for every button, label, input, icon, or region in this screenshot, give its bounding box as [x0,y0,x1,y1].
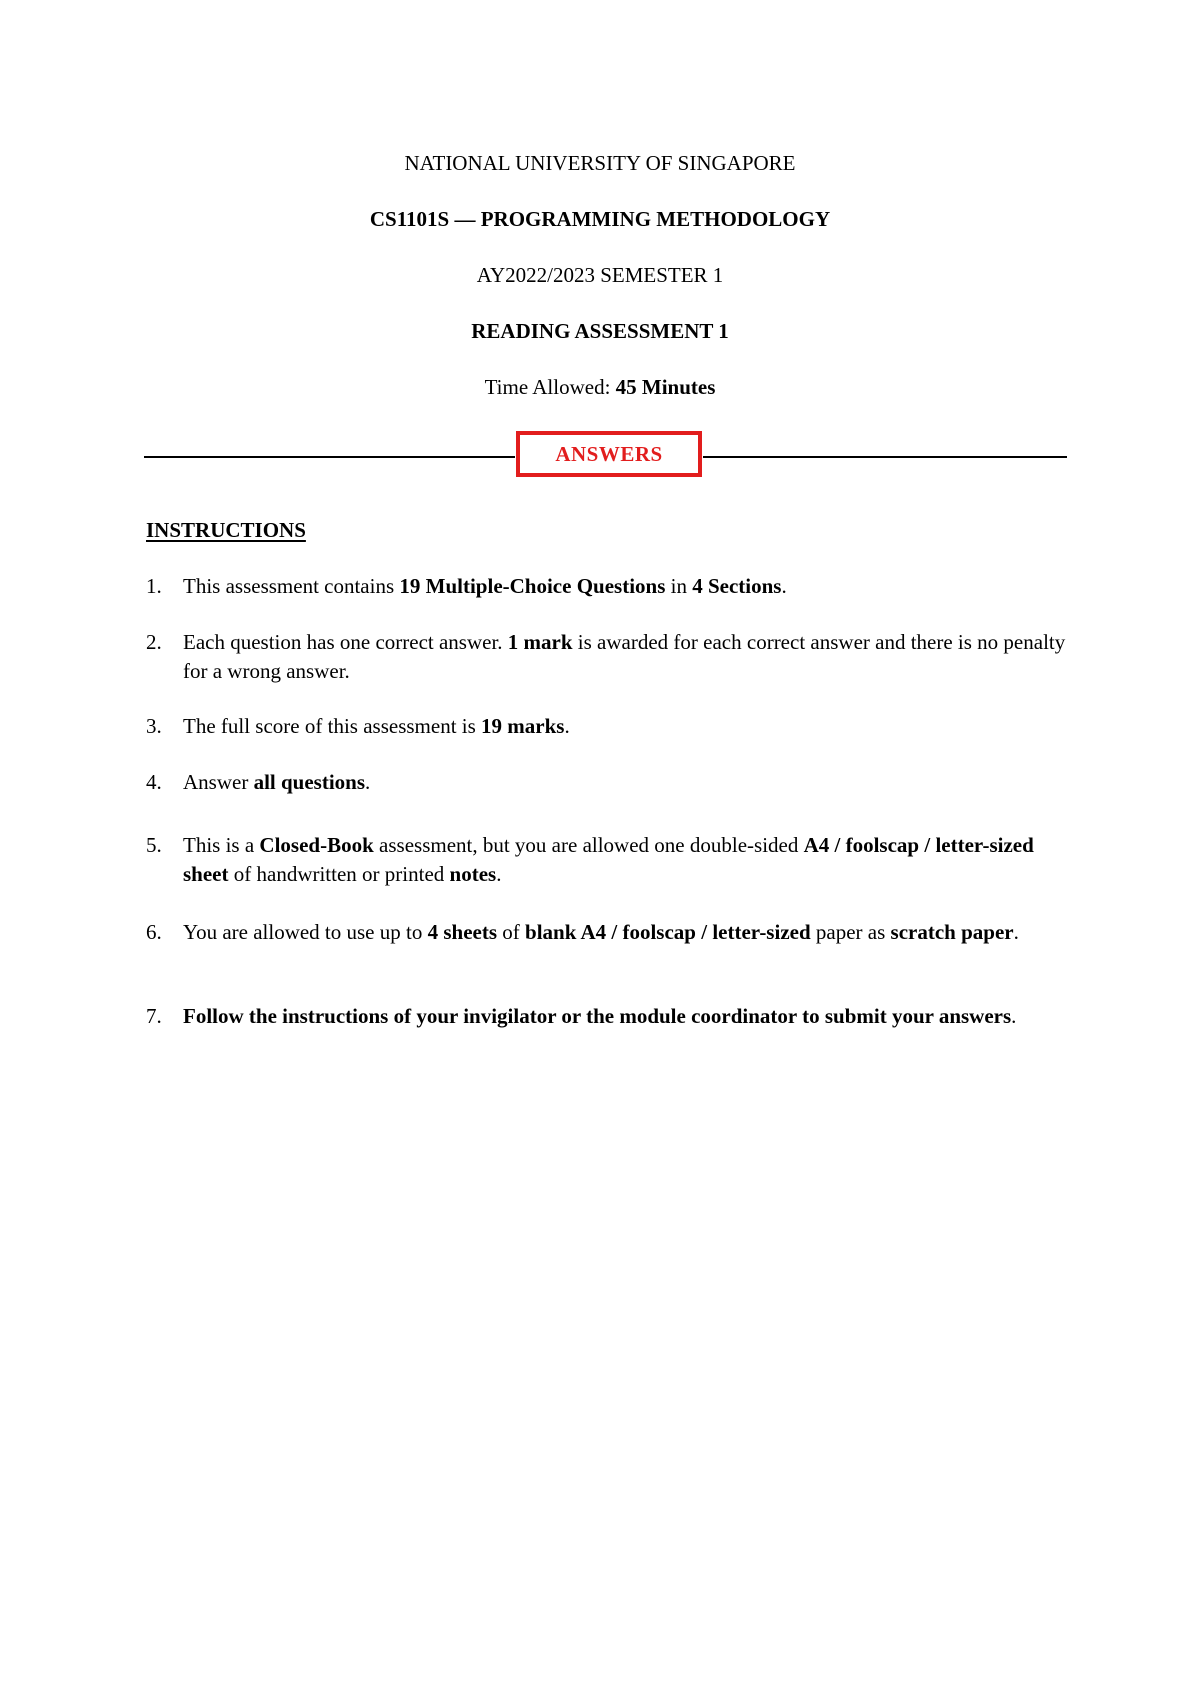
instruction-run: is awarded for each correct answer and there is no penalty for a wrong answer. [183,630,1066,683]
instruction-run: assessment, but you are allowed one double-sided [373,833,804,857]
instruction-run: . [781,574,787,598]
instruction-text [183,1002,1070,1031]
instruction-run: paper as [810,920,891,944]
instruction-emphasis: scratch paper [890,920,1014,944]
instruction-run: This is a [183,833,260,857]
assessment-title: READING ASSESSMENT 1 [471,319,729,343]
instructions-heading: INSTRUCTIONS [146,518,306,542]
instruction-number: 1. [146,574,162,598]
instruction-item [146,712,1070,741]
instruction-run: The full score of this assessment is [183,714,482,738]
instruction-number: 4. [146,770,162,794]
time-allowed-value: 45 Minutes [615,375,716,399]
instruction-emphasis: Closed-Book [259,833,374,857]
instruction-run: You are allowed to use up to [183,920,428,944]
divider-left [144,456,515,458]
instruction-number: 6. [146,920,162,944]
time-allowed-label: Time Allowed: [484,375,616,399]
instruction-item [146,918,1070,947]
course-title: CS1101S — PROGRAMMING METHODOLOGY [369,207,831,231]
instruction-text [183,712,1070,741]
instruction-number: 5. [146,833,162,857]
instruction-run: . [1013,920,1019,944]
instruction-number: 3. [146,714,162,738]
instruction-run: Answer [183,770,254,794]
instruction-run: . [496,862,502,886]
instruction-run: in [665,574,693,598]
instruction-emphasis: 4 Sections [692,574,782,598]
instruction-run: of handwritten or printed [228,862,450,886]
instruction-emphasis: A4 / foolscap / letter-sized sheet [183,833,1034,886]
instruction-item [146,628,1070,686]
instruction-emphasis: 4 sheets [427,920,498,944]
instruction-emphasis: 19 marks [481,714,565,738]
instruction-emphasis: 19 Multiple-Choice Questions [399,574,666,598]
instruction-item [146,1002,1070,1031]
instruction-emphasis: 1 mark [507,630,573,654]
answers-stamp: ANSWERS [516,431,702,477]
university-name: NATIONAL UNIVERSITY OF SINGAPORE [404,151,796,175]
instruction-item [146,768,1070,797]
instruction-item [146,831,1070,889]
instruction-run: . [365,770,371,794]
instruction-run: . [1011,1004,1017,1028]
instruction-emphasis: blank A4 / foolscap / letter-sized [525,920,811,944]
instruction-emphasis: all questions [253,770,366,794]
instruction-emphasis: notes [449,862,497,886]
divider-right [703,456,1067,458]
instruction-text [183,628,1070,686]
instruction-run: This assessment contains [183,574,400,598]
instruction-text [183,918,1070,947]
instruction-emphasis: Follow the instructions of your invigilator or the module coordinator to submit your answers [183,1004,1012,1028]
instruction-number: 2. [146,630,162,654]
instruction-item [146,572,1070,601]
time-allowed [0,374,1200,400]
instruction-text [183,768,1070,797]
instruction-text [183,572,1070,601]
semester-label: AY2022/2023 SEMESTER 1 [476,263,724,287]
instruction-run: Each question has one correct answer. [183,630,508,654]
instruction-number: 7. [146,1004,162,1028]
instruction-run: of [497,920,526,944]
instruction-text [183,831,1070,889]
instruction-run: . [564,714,570,738]
